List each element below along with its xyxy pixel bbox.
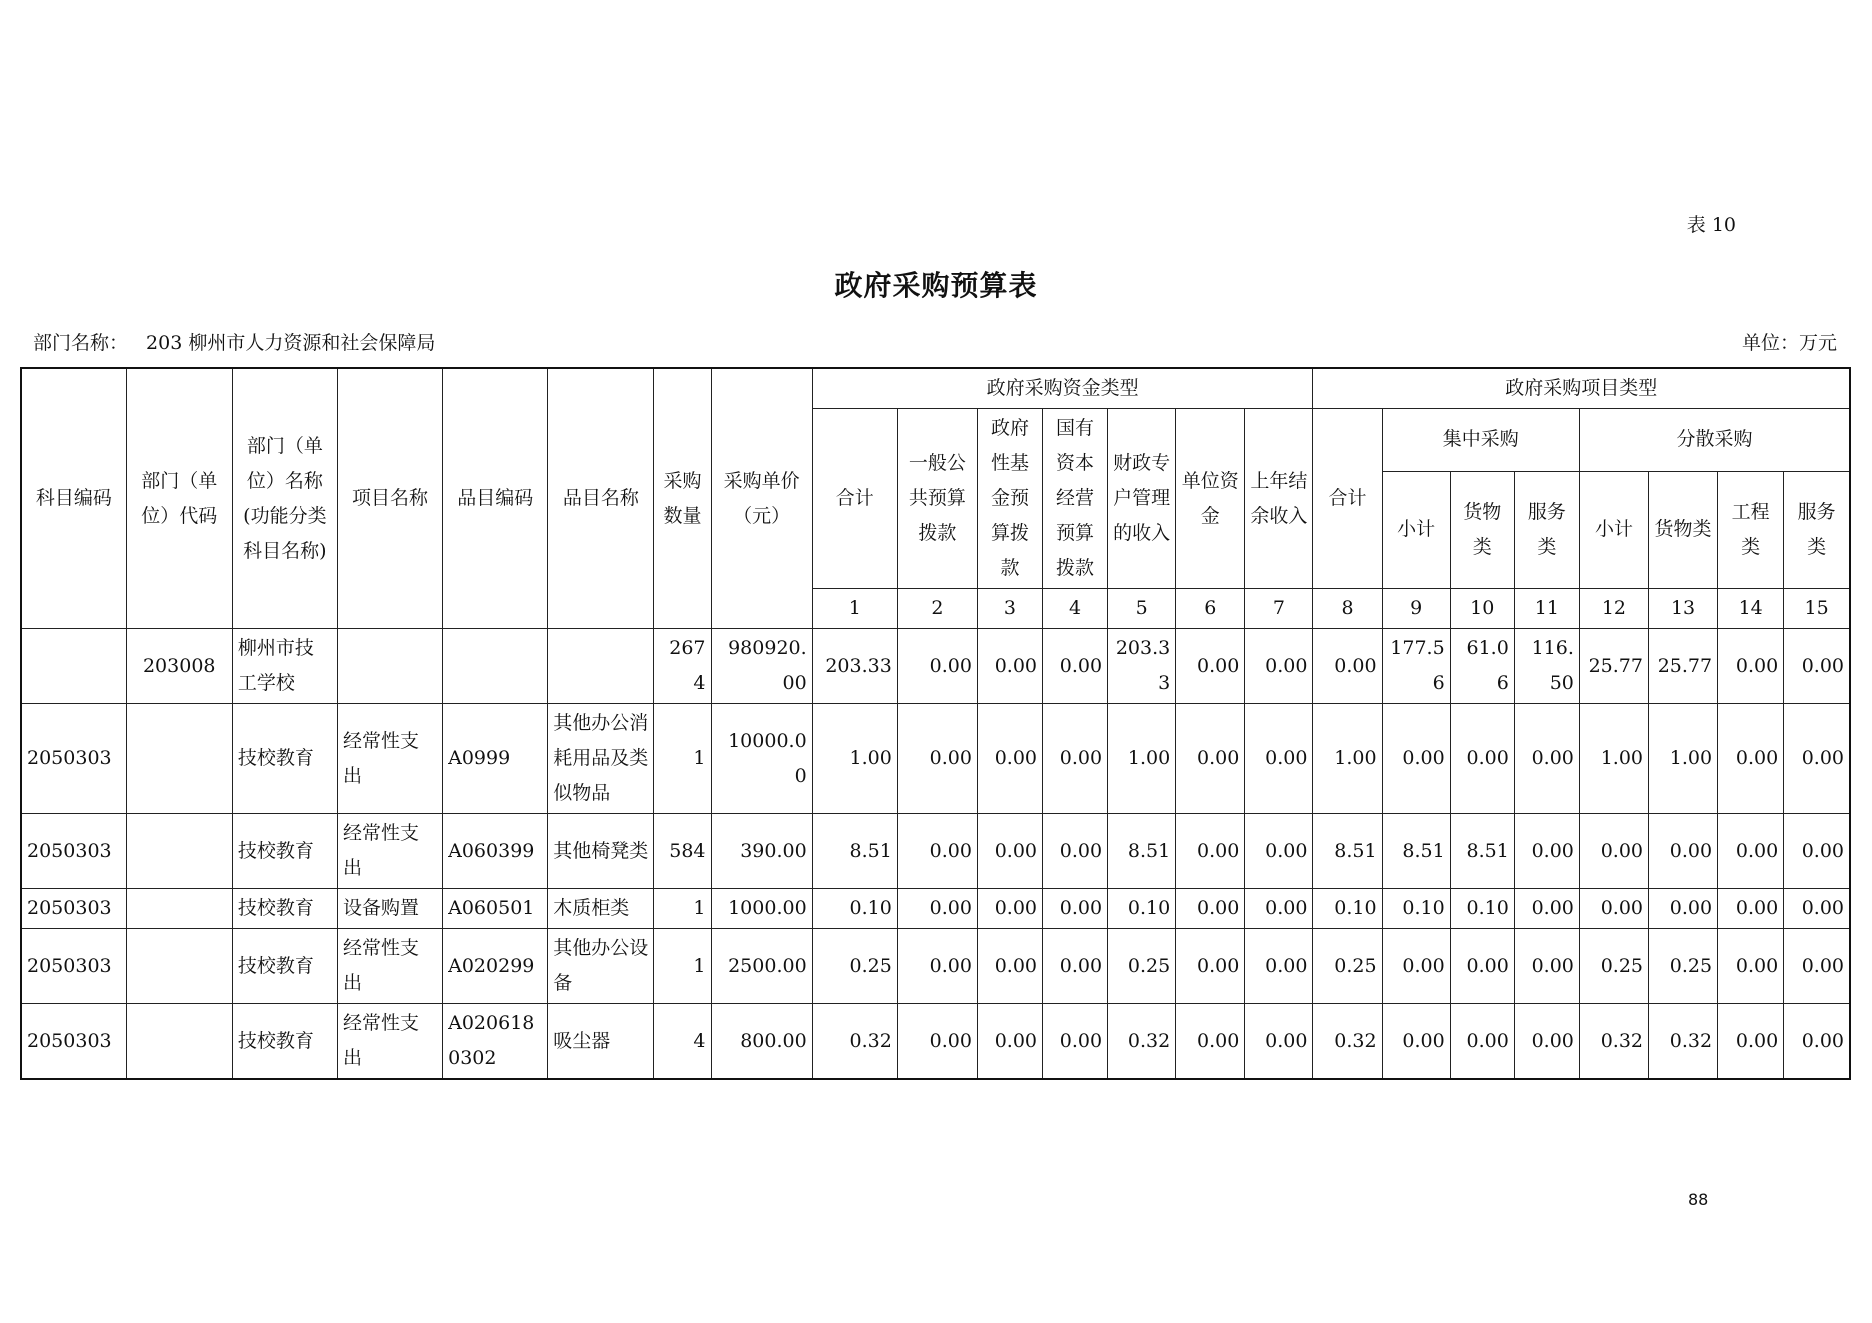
cell-amount-15: 0.00 bbox=[1784, 889, 1850, 929]
table-header bbox=[21, 368, 1850, 629]
cell-amount-15: 0.00 bbox=[1784, 704, 1850, 814]
cell-amount-8: 0.10 bbox=[1313, 889, 1382, 929]
column-number: 15 bbox=[1784, 589, 1850, 629]
table-row bbox=[21, 1004, 1850, 1080]
cell-amount-5: 8.51 bbox=[1108, 814, 1176, 889]
table-row bbox=[21, 889, 1850, 929]
cell-amount-7: 0.00 bbox=[1245, 1004, 1313, 1080]
cell-amount-12: 25.77 bbox=[1579, 629, 1648, 704]
cell-quantity: 1 bbox=[654, 889, 711, 929]
cell-amount-2: 0.00 bbox=[897, 1004, 977, 1080]
cell-unit-price: 2500.00 bbox=[711, 929, 812, 1004]
cell-item-code: A0206180302 bbox=[443, 1004, 548, 1080]
cell-unit-price: 1000.00 bbox=[711, 889, 812, 929]
cell-amount-4: 0.00 bbox=[1043, 629, 1108, 704]
cell-amount-7: 0.00 bbox=[1245, 629, 1313, 704]
cell-amount-14: 0.00 bbox=[1718, 929, 1784, 1004]
dept-label: 部门名称： bbox=[33, 332, 129, 354]
header-project-name: 项目名称 bbox=[337, 368, 442, 629]
cell-quantity: 4 bbox=[654, 1004, 711, 1080]
meta-line bbox=[33, 328, 1837, 355]
cell-amount-6: 0.00 bbox=[1176, 929, 1245, 1004]
cell-dept-code: 203008 bbox=[126, 629, 232, 704]
cell-amount-3: 0.00 bbox=[977, 814, 1042, 889]
cell-subject-code: 2050303 bbox=[21, 1004, 126, 1080]
column-number: 10 bbox=[1450, 589, 1514, 629]
table-row bbox=[21, 704, 1850, 814]
procurement-budget-table bbox=[20, 367, 1851, 1080]
cell-amount-6: 0.00 bbox=[1176, 704, 1245, 814]
cell-amount-1: 0.32 bbox=[812, 1004, 897, 1080]
cell-amount-11: 0.00 bbox=[1514, 889, 1579, 929]
cell-amount-15: 0.00 bbox=[1784, 929, 1850, 1004]
table-row bbox=[21, 629, 1850, 704]
cell-amount-2: 0.00 bbox=[897, 929, 977, 1004]
cell-amount-1: 8.51 bbox=[812, 814, 897, 889]
cell-dept-code bbox=[126, 889, 232, 929]
cell-amount-13: 0.32 bbox=[1649, 1004, 1718, 1080]
column-number: 14 bbox=[1718, 589, 1784, 629]
cell-quantity: 1 bbox=[654, 929, 711, 1004]
cell-amount-2: 0.00 bbox=[897, 889, 977, 929]
cell-amount-9: 8.51 bbox=[1382, 814, 1450, 889]
page-number: 88 bbox=[1688, 1190, 1709, 1209]
cell-amount-7: 0.00 bbox=[1245, 814, 1313, 889]
cell-amount-4: 0.00 bbox=[1043, 704, 1108, 814]
cell-amount-12: 0.00 bbox=[1579, 889, 1648, 929]
cell-amount-15: 0.00 bbox=[1784, 1004, 1850, 1080]
cell-amount-1: 0.25 bbox=[812, 929, 897, 1004]
cell-amount-8: 8.51 bbox=[1313, 814, 1382, 889]
header-decentral-goods: 货物类 bbox=[1649, 471, 1718, 588]
header-gov-fund: 政府性基金预算拨款 bbox=[977, 409, 1042, 589]
cell-amount-1: 203.33 bbox=[812, 629, 897, 704]
header-project-type-group: 政府采购项目类型 bbox=[1313, 368, 1850, 409]
cell-amount-14: 0.00 bbox=[1718, 629, 1784, 704]
column-number: 8 bbox=[1313, 589, 1382, 629]
cell-item-name: 其他办公设备 bbox=[548, 929, 654, 1004]
cell-subject-code: 2050303 bbox=[21, 929, 126, 1004]
header-central-services: 服务类 bbox=[1514, 471, 1579, 588]
cell-amount-15: 0.00 bbox=[1784, 814, 1850, 889]
cell-amount-4: 0.00 bbox=[1043, 814, 1108, 889]
cell-project-name: 经常性支出 bbox=[337, 1004, 442, 1080]
cell-subject-code: 2050303 bbox=[21, 704, 126, 814]
header-decentral-works: 工程类 bbox=[1718, 471, 1784, 588]
cell-quantity: 2674 bbox=[654, 629, 711, 704]
cell-amount-13: 0.25 bbox=[1649, 929, 1718, 1004]
cell-subject-code: 2050303 bbox=[21, 889, 126, 929]
cell-subject-code bbox=[21, 629, 126, 704]
cell-amount-5: 0.10 bbox=[1108, 889, 1176, 929]
cell-amount-5: 0.32 bbox=[1108, 1004, 1176, 1080]
header-centralized: 集中采购 bbox=[1382, 409, 1579, 472]
cell-amount-7: 0.00 bbox=[1245, 889, 1313, 929]
cell-item-name: 吸尘器 bbox=[548, 1004, 654, 1080]
cell-item-name: 木质柜类 bbox=[548, 889, 654, 929]
cell-amount-14: 0.00 bbox=[1718, 1004, 1784, 1080]
header-decentralized: 分散采购 bbox=[1579, 409, 1850, 472]
cell-amount-8: 1.00 bbox=[1313, 704, 1382, 814]
cell-dept-unit-name: 技校教育 bbox=[232, 704, 337, 814]
cell-amount-10: 0.00 bbox=[1450, 929, 1514, 1004]
cell-amount-11: 0.00 bbox=[1514, 929, 1579, 1004]
header-unit-price: 采购单价（元） bbox=[711, 368, 812, 629]
cell-item-name: 其他椅凳类 bbox=[548, 814, 654, 889]
unit-label: 单位：万元 bbox=[1741, 332, 1837, 354]
cell-amount-7: 0.00 bbox=[1245, 704, 1313, 814]
cell-amount-3: 0.00 bbox=[977, 629, 1042, 704]
cell-amount-12: 0.00 bbox=[1579, 814, 1648, 889]
cell-amount-8: 0.00 bbox=[1313, 629, 1382, 704]
cell-dept-code bbox=[126, 929, 232, 1004]
column-number: 13 bbox=[1649, 589, 1718, 629]
dept-name: 203 柳州市人力资源和社会保障局 bbox=[146, 332, 436, 354]
cell-amount-9: 0.00 bbox=[1382, 929, 1450, 1004]
cell-amount-6: 0.00 bbox=[1176, 814, 1245, 889]
cell-amount-2: 0.00 bbox=[897, 814, 977, 889]
cell-amount-9: 0.00 bbox=[1382, 1004, 1450, 1080]
cell-dept-unit-name: 技校教育 bbox=[232, 1004, 337, 1080]
cell-amount-6: 0.00 bbox=[1176, 889, 1245, 929]
cell-amount-7: 0.00 bbox=[1245, 929, 1313, 1004]
cell-amount-5: 203.33 bbox=[1108, 629, 1176, 704]
cell-item-code bbox=[443, 629, 548, 704]
cell-dept-unit-name: 技校教育 bbox=[232, 929, 337, 1004]
cell-project-name: 经常性支出 bbox=[337, 814, 442, 889]
column-number: 12 bbox=[1579, 589, 1648, 629]
cell-amount-9: 0.00 bbox=[1382, 704, 1450, 814]
cell-amount-11: 0.00 bbox=[1514, 704, 1579, 814]
header-quantity: 采购数量 bbox=[654, 368, 711, 629]
cell-amount-1: 0.10 bbox=[812, 889, 897, 929]
cell-unit-price: 800.00 bbox=[711, 1004, 812, 1080]
table-row bbox=[21, 814, 1850, 889]
cell-dept-unit-name: 技校教育 bbox=[232, 814, 337, 889]
cell-amount-10: 61.06 bbox=[1450, 629, 1514, 704]
cell-amount-4: 0.00 bbox=[1043, 1004, 1108, 1080]
cell-amount-11: 0.00 bbox=[1514, 1004, 1579, 1080]
column-number: 6 bbox=[1176, 589, 1245, 629]
cell-dept-unit-name: 柳州市技工学校 bbox=[232, 629, 337, 704]
cell-amount-5: 0.25 bbox=[1108, 929, 1176, 1004]
header-subject-code: 科目编码 bbox=[21, 368, 126, 629]
table-body bbox=[21, 629, 1850, 1080]
cell-amount-1: 1.00 bbox=[812, 704, 897, 814]
cell-amount-9: 177.56 bbox=[1382, 629, 1450, 704]
cell-quantity: 1 bbox=[654, 704, 711, 814]
cell-item-name: 其他办公消耗用品及类似物品 bbox=[548, 704, 654, 814]
header-central-subtotal: 小计 bbox=[1382, 471, 1450, 588]
cell-amount-12: 0.25 bbox=[1579, 929, 1648, 1004]
cell-amount-9: 0.10 bbox=[1382, 889, 1450, 929]
cell-amount-3: 0.00 bbox=[977, 1004, 1042, 1080]
table-number: 表 10 bbox=[1686, 214, 1736, 236]
cell-amount-8: 0.32 bbox=[1313, 1004, 1382, 1080]
cell-dept-code bbox=[126, 704, 232, 814]
header-dept-code: 部门（单位）代码 bbox=[126, 368, 232, 629]
cell-amount-14: 0.00 bbox=[1718, 814, 1784, 889]
column-number: 9 bbox=[1382, 589, 1450, 629]
header-unit-funds: 单位资金 bbox=[1176, 409, 1245, 589]
cell-item-code: A060399 bbox=[443, 814, 548, 889]
cell-amount-3: 0.00 bbox=[977, 929, 1042, 1004]
cell-amount-4: 0.00 bbox=[1043, 889, 1108, 929]
header-decentral-subtotal: 小计 bbox=[1579, 471, 1648, 588]
cell-amount-13: 25.77 bbox=[1649, 629, 1718, 704]
cell-dept-code bbox=[126, 814, 232, 889]
cell-amount-10: 0.10 bbox=[1450, 889, 1514, 929]
cell-amount-3: 0.00 bbox=[977, 704, 1042, 814]
cell-item-code: A0999 bbox=[443, 704, 548, 814]
table-row bbox=[21, 929, 1850, 1004]
cell-item-name bbox=[548, 629, 654, 704]
cell-unit-price: 980920.00 bbox=[711, 629, 812, 704]
page-title: 政府采购预算表 bbox=[834, 269, 1038, 302]
cell-amount-11: 0.00 bbox=[1514, 814, 1579, 889]
cell-amount-2: 0.00 bbox=[897, 704, 977, 814]
column-number: 2 bbox=[897, 589, 977, 629]
cell-subject-code: 2050303 bbox=[21, 814, 126, 889]
cell-quantity: 584 bbox=[654, 814, 711, 889]
cell-amount-10: 0.00 bbox=[1450, 1004, 1514, 1080]
cell-project-name bbox=[337, 629, 442, 704]
header-dept-unit-name: 部门（单位）名称(功能分类科目名称) bbox=[232, 368, 337, 629]
cell-dept-unit-name: 技校教育 bbox=[232, 889, 337, 929]
header-special-account: 财政专户管理的收入 bbox=[1108, 409, 1176, 589]
cell-amount-15: 0.00 bbox=[1784, 629, 1850, 704]
cell-amount-6: 0.00 bbox=[1176, 1004, 1245, 1080]
column-number: 5 bbox=[1108, 589, 1176, 629]
header-central-goods: 货物类 bbox=[1450, 471, 1514, 588]
cell-amount-13: 1.00 bbox=[1649, 704, 1718, 814]
cell-amount-13: 0.00 bbox=[1649, 814, 1718, 889]
header-item-code: 品目编码 bbox=[443, 368, 548, 629]
cell-amount-6: 0.00 bbox=[1176, 629, 1245, 704]
header-carryover: 上年结余收入 bbox=[1245, 409, 1313, 589]
cell-amount-12: 1.00 bbox=[1579, 704, 1648, 814]
cell-amount-10: 0.00 bbox=[1450, 704, 1514, 814]
column-number: 1 bbox=[812, 589, 897, 629]
cell-amount-10: 8.51 bbox=[1450, 814, 1514, 889]
cell-project-name: 设备购置 bbox=[337, 889, 442, 929]
header-general-budget: 一般公共预算拨款 bbox=[897, 409, 977, 589]
cell-unit-price: 10000.00 bbox=[711, 704, 812, 814]
cell-item-code: A020299 bbox=[443, 929, 548, 1004]
cell-project-name: 经常性支出 bbox=[337, 929, 442, 1004]
cell-amount-11: 116.50 bbox=[1514, 629, 1579, 704]
cell-amount-14: 0.00 bbox=[1718, 889, 1784, 929]
cell-amount-3: 0.00 bbox=[977, 889, 1042, 929]
header-fund-total: 合计 bbox=[812, 409, 897, 589]
column-number: 4 bbox=[1043, 589, 1108, 629]
header-project-total: 合计 bbox=[1313, 409, 1382, 589]
cell-amount-13: 0.00 bbox=[1649, 889, 1718, 929]
cell-unit-price: 390.00 bbox=[711, 814, 812, 889]
cell-amount-5: 1.00 bbox=[1108, 704, 1176, 814]
header-state-capital: 国有资本经营预算拨款 bbox=[1043, 409, 1108, 589]
column-number: 3 bbox=[977, 589, 1042, 629]
column-number: 7 bbox=[1245, 589, 1313, 629]
cell-amount-8: 0.25 bbox=[1313, 929, 1382, 1004]
cell-amount-4: 0.00 bbox=[1043, 929, 1108, 1004]
header-decentral-services: 服务类 bbox=[1784, 471, 1850, 588]
column-number: 11 bbox=[1514, 589, 1579, 629]
cell-dept-code bbox=[126, 1004, 232, 1080]
cell-amount-2: 0.00 bbox=[897, 629, 977, 704]
cell-project-name: 经常性支出 bbox=[337, 704, 442, 814]
header-item-name: 品目名称 bbox=[548, 368, 654, 629]
cell-item-code: A060501 bbox=[443, 889, 548, 929]
header-fund-type-group: 政府采购资金类型 bbox=[812, 368, 1313, 409]
cell-amount-14: 0.00 bbox=[1718, 704, 1784, 814]
cell-amount-12: 0.32 bbox=[1579, 1004, 1648, 1080]
